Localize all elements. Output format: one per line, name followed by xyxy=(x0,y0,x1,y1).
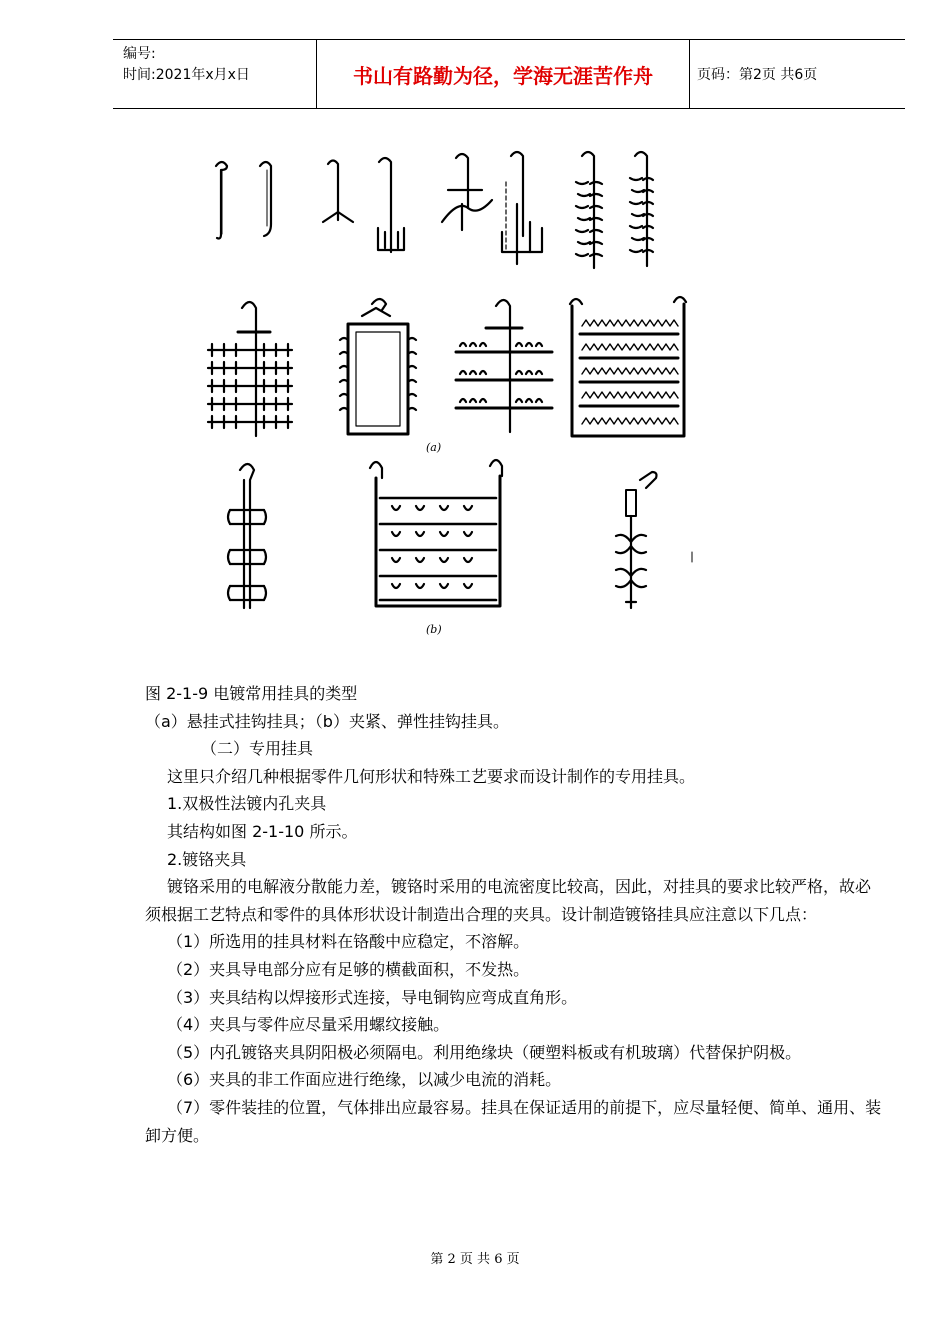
frame-rack xyxy=(340,299,416,434)
item2-paragraph: 镀铬采用的电解液分散能力差，镀铬时采用的电流密度比较高，因此，对挂具的要求比较严格，故必须根据工艺特点和零件的具体形状设计制造出合理的夹具。设计制造镀铬挂具应注意以下几点： xyxy=(145,877,872,924)
clip-hook xyxy=(442,154,492,230)
header-meta xyxy=(123,44,313,86)
basket-hook xyxy=(502,152,542,264)
page-footer: 第 2 页 共 6 页 xyxy=(430,1252,520,1267)
item2-title: 2.镀铬夹具 xyxy=(167,849,247,869)
point-item: （1）所选用的挂具材料在铬酸中应稳定，不溶解。 xyxy=(167,932,530,952)
tray-rack xyxy=(370,460,502,606)
spring-arm-rack xyxy=(456,300,552,432)
branch-hook xyxy=(630,152,653,266)
t-base-hook xyxy=(323,161,353,223)
doc-time-label: 时间:2021年x月x日 xyxy=(123,67,250,83)
simple-hook-pair xyxy=(216,162,271,239)
point-item: （6）夹具的非工作面应进行绝缘，以减少电流的消耗。 xyxy=(167,1070,562,1090)
figure-caption: 图 2-1-9 电镀常用挂具的类型 xyxy=(145,684,358,703)
multi-arm-rack xyxy=(208,302,292,436)
fork-hook xyxy=(378,158,404,252)
rack-types-figure xyxy=(180,140,740,645)
point-item: （2）夹具导电部分应有足够的横截面积，不发热。 xyxy=(167,959,530,979)
point-item: （7）零件装挂的位置，气体排出应最容易。挂具在保证适用的前提下，应尽量轻便、简单、通用、装卸方便。 xyxy=(145,1097,882,1145)
section-title: （二）专用挂具 xyxy=(201,739,314,759)
figure-subcaption: （a）悬挂式挂钩挂具；（b）夹紧、弹性挂钩挂具。 xyxy=(145,711,509,731)
point-item: （5）内孔镀铬夹具阴阳极必须隔电。利用绝缘块（硬塑料板或有机玻璃）代替保护阴极。 xyxy=(167,1042,802,1062)
header-divider xyxy=(689,40,690,108)
large-basket-rack xyxy=(570,297,686,436)
intro-paragraph: 这里只介绍几种根据零件几何形状和特殊工艺要求而设计制作的专用挂具。 xyxy=(167,766,696,786)
spring-clip-rack xyxy=(616,472,657,608)
item1-title: 1.双极性法镀内孔夹具 xyxy=(167,794,327,814)
rack-drawings xyxy=(180,140,740,645)
figure-label-a: (a) xyxy=(426,441,442,454)
point-item: （4）夹具与零件应尽量采用螺纹接触。 xyxy=(167,1015,450,1035)
figure-label-b: (b) xyxy=(426,623,442,636)
page-header xyxy=(113,39,905,109)
header-page-info: 页码：第2页 共6页 xyxy=(697,67,818,83)
item1-text: 其结构如图 2-1-10 所示。 xyxy=(167,821,358,841)
document-body xyxy=(145,680,885,1149)
clamp-rack xyxy=(228,464,266,608)
branch-hook xyxy=(576,152,602,268)
point-item: （3）夹具结构以焊接形式连接，导电铜钩应弯成直角形。 xyxy=(167,987,578,1007)
header-motto: 书山有路勤为径，学海无涯苦作舟 xyxy=(353,63,653,88)
doc-number-label: 编号: xyxy=(123,46,156,62)
